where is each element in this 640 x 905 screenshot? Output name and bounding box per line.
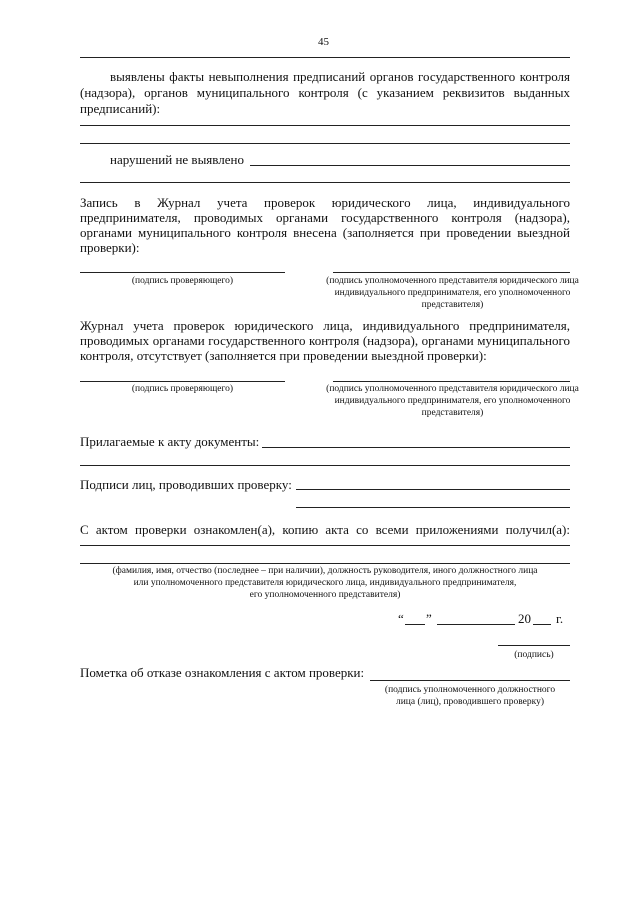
fio-caption-line-3: его уполномоченного представителя): [249, 590, 401, 600]
inspector-signature-line-1[interactable]: [80, 272, 285, 273]
representative-caption-1-line-2: индивидуального предпринимателя, его уполномоченного: [334, 288, 571, 298]
inspectors-signatures-fill-line-1[interactable]: [296, 489, 570, 490]
date-open-quote: “: [398, 611, 404, 626]
journal-entry-line-3: органами муниципального контроля внесена (заполняется при проведении выездной: [80, 225, 570, 240]
date-day-field[interactable]: [405, 624, 425, 625]
signature-line[interactable]: [498, 645, 570, 646]
journal-entry-line-2: предпринимателя, проводимых органами государственного контроля (надзора),: [80, 210, 570, 225]
journal-absent-line-2: проводимых органами государственного контроля (надзора), органами муниципального: [80, 333, 570, 348]
refusal-caption-line-1: (подпись уполномоченного должностного: [384, 685, 556, 695]
inspectors-signatures-label: Подписи лиц, проводивших проверку:: [80, 477, 292, 492]
representative-signature-line-1[interactable]: [333, 272, 570, 273]
no-violations-fill-line[interactable]: [250, 165, 570, 166]
date-year-field[interactable]: [533, 624, 551, 625]
attached-docs-fill-line-1[interactable]: [262, 447, 570, 448]
journal-entry-line-4: проверки):: [80, 240, 140, 255]
attached-docs-fill-line-2[interactable]: [80, 465, 570, 466]
fio-caption-line-1: (фамилия, имя, отчество (последнее – при наличии), должность руководителя, иного должностного лица: [112, 566, 538, 576]
violations-fill-line-1[interactable]: [80, 125, 570, 126]
date-close-quote: ”: [426, 611, 432, 626]
inspector-signature-line-2[interactable]: [80, 381, 285, 382]
representative-caption-2-line-1: (подпись уполномоченного представителя юридического лица: [326, 384, 579, 394]
inspector-signature-caption-1: (подпись проверяющего): [131, 276, 234, 286]
journal-entry-line-1: Запись в Журнал учета проверок юридического лица, индивидуального: [80, 195, 570, 210]
attached-docs-label: Прилагаемые к акту документы:: [80, 434, 260, 449]
date-year-prefix: 20: [518, 611, 531, 626]
journal-absent-line-3: контроля, отсутствует (заполняется при проведении выездной проверки):: [80, 348, 487, 363]
page-number: 45: [318, 36, 329, 48]
acquainted-fill-line-2[interactable]: [80, 563, 570, 564]
inspector-signature-caption-2: (подпись проверяющего): [131, 384, 234, 394]
violations-found-line-1: выявлены факты невыполнения предписаний органов государственного контроля: [110, 69, 570, 84]
representative-caption-2-line-2: индивидуального предпринимателя, его уполномоченного: [334, 396, 571, 406]
refusal-caption-line-2: лица (лиц), проводившего проверку): [395, 697, 545, 707]
refusal-note-fill-line[interactable]: [370, 680, 570, 681]
representative-caption-1-line-1: (подпись уполномоченного представителя юридического лица: [326, 276, 579, 286]
signature-caption: (подпись): [514, 650, 554, 660]
violations-found-line-2: (надзора), органов муниципального контроля (с указанием реквизитов выданных: [80, 85, 570, 100]
violations-found-line-3: предписаний):: [80, 101, 161, 116]
no-violations-fill-line-2[interactable]: [80, 182, 570, 183]
journal-absent-line-1: Журнал учета проверок юридического лица, индивидуального предпринимателя,: [80, 318, 570, 333]
inspectors-signatures-fill-line-2[interactable]: [296, 507, 570, 508]
top-rule: [80, 57, 570, 58]
no-violations-label: нарушений не выявлено: [110, 152, 244, 167]
representative-signature-line-2[interactable]: [333, 381, 570, 382]
representative-caption-2-line-3: представителя): [421, 408, 484, 418]
date-month-field[interactable]: [437, 624, 515, 625]
acquainted-fill-line-1[interactable]: [80, 545, 570, 546]
fio-caption-line-2: или уполномоченного представителя юридического лица, индивидуального предпринимателя,: [133, 578, 517, 588]
date-year-suffix: г.: [556, 611, 564, 626]
refusal-note-label: Пометка об отказе ознакомления с актом проверки:: [80, 665, 365, 680]
violations-fill-line-2[interactable]: [80, 143, 570, 144]
acquainted-label: С актом проверки ознакомлен(а), копию акта со всеми приложениями получил(а):: [80, 522, 570, 537]
representative-caption-1-line-3: представителя): [421, 300, 484, 310]
